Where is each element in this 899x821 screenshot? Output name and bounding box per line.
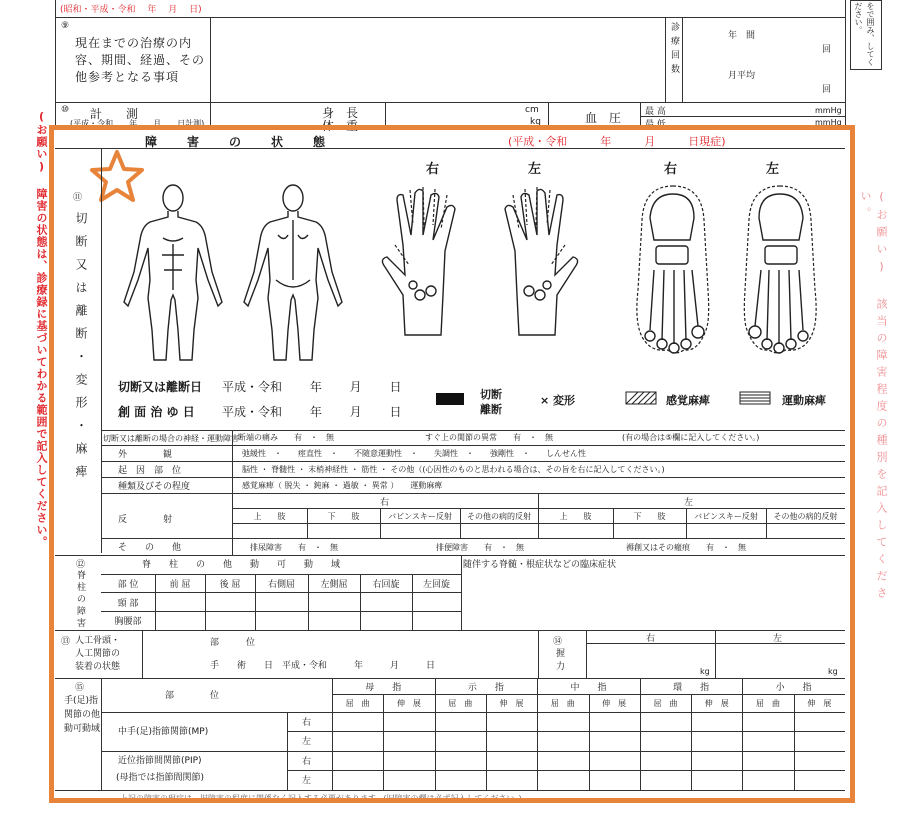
flexion-label: 屈 曲: [756, 699, 781, 708]
reflex-column-header: その他の病的反射: [773, 512, 838, 521]
amputation-date-label: 切断又は離断日: [118, 380, 203, 394]
item-number-10: ⑩: [61, 105, 70, 115]
finger-column-header: 示 指: [467, 683, 504, 693]
artificial-joint-site: 部 位: [210, 638, 256, 648]
reflex-column-header: 上 肢: [559, 512, 592, 521]
measure-date: (平成・令和 年 月 日計測): [70, 119, 205, 128]
spine-column-header: 部 位: [117, 580, 139, 590]
right-hand-diagram: [375, 185, 475, 345]
spine-row-divider: [101, 611, 461, 612]
mp-left-label: 左: [302, 737, 312, 747]
monthly-unit: 回: [822, 85, 832, 95]
item-number-14: ⑭: [553, 637, 563, 647]
spine-row-label: 頸 部: [117, 599, 139, 609]
flex-ext-divider: [691, 694, 692, 790]
footer-note: 上記の障害の現症は、旧障害の程度に関係なく記入する必要があります。(旧障害の欄は必ず記入してください。): [120, 794, 522, 803]
artificial-joint-label-1: 人工骨頭・: [75, 636, 121, 646]
spine-column-divider: [360, 574, 361, 630]
grip-strength-label: 握力: [554, 648, 564, 674]
reflex-column-header: 下 肢: [327, 512, 360, 521]
item-number-12: ⑫: [76, 560, 86, 570]
spine-column-header: 右側屈: [267, 580, 295, 590]
extension-label: 伸 展: [704, 699, 729, 708]
other-label: そ の 他: [118, 543, 182, 553]
urinary-disorder: 排尿障害 有 ・ 無: [250, 543, 338, 552]
reflex-column-header: 上 肢: [253, 512, 286, 521]
pip-left-label: 左: [302, 776, 312, 786]
finger-column-header: 環 指: [673, 683, 710, 693]
extension-label: 伸 展: [602, 699, 627, 708]
pip-joint-sublabel: (母指では指節間関節): [116, 773, 205, 783]
finger-rom-vertical-label: 手(足)指関節の他動可動域: [64, 696, 101, 734]
amputation-date-value: 平成・令和 年 月 日: [222, 380, 402, 394]
grip-right-unit: kg: [700, 667, 710, 676]
record-note: (有の場合は⑤欄に記入してください。): [622, 433, 760, 442]
bowel-disorder: 排便障害 有 ・ 無: [436, 543, 524, 552]
bp-low-label: 最 低: [645, 120, 666, 130]
amputation-nerve-note: 切断又は離断の場合の神経・運動障害: [103, 434, 239, 443]
cause-site-values: 脳性 ・ 脊髄性 ・ 末梢神経性 ・ 筋性 ・ その他（(心因性のものと思われる場合は、その旨を右に記入してください。): [242, 465, 665, 474]
right-request-note: (お願い) 該当の障害程度の種別を記入してください。: [859, 190, 888, 604]
left-foot-diagram: [735, 180, 825, 360]
bp-high-unit: mmHg: [815, 106, 842, 115]
legend-amputation-swatch: [436, 393, 464, 405]
flex-ext-divider: [794, 694, 795, 790]
hand-left-label: 左: [528, 162, 542, 177]
paralysis-type-values: 感覚麻痺（ 脱失 ・ 鈍麻 ・ 過敏 ・ 異常 ） 運動麻痺: [242, 481, 443, 490]
spine-column-header: 左側屈: [320, 580, 348, 590]
yearly-unit: 回: [822, 45, 832, 55]
height-unit: cm: [525, 105, 539, 115]
flex-ext-divider: [589, 694, 590, 790]
pip-joint-label: 近位指節間関節(PIP): [118, 756, 202, 766]
legend-deformity-label: × 変形: [540, 394, 576, 407]
reflex-left-label: 左: [684, 498, 694, 508]
height-label: 身 長: [322, 106, 359, 120]
monthly-label: 月平均: [728, 71, 756, 81]
measure-label: 計 測: [90, 107, 139, 121]
cause-site-label: 起 因 部 位: [118, 466, 182, 476]
wound-healing-date-value: 平成・令和 年 月 日: [222, 405, 402, 419]
legend-motor-swatch: [740, 392, 770, 404]
left-hand-diagram: [485, 185, 585, 345]
legend-sensory-swatch: [626, 392, 656, 404]
weight-unit: kg: [530, 117, 541, 127]
body-back-diagram: [238, 180, 348, 365]
reflex-column-header: バビンスキー反射: [694, 512, 758, 521]
spine-column-divider: [205, 574, 206, 630]
surgery-date: 手 術 日 平成・令和 年 月 日: [210, 661, 436, 671]
hand-right-label: 右: [426, 162, 440, 177]
yearly-label: 年 間: [728, 31, 756, 41]
finger-site-label: 部 位: [165, 691, 220, 701]
spine-column-header: 前 屈: [169, 580, 191, 590]
diagnosis-count-label: 診療回数: [669, 22, 679, 78]
spine-column-divider: [155, 574, 156, 630]
flexion-label: 屈 曲: [550, 699, 575, 708]
spine-symptoms-label: 随伴する脊髄・根症状などの臨床症状: [463, 560, 617, 570]
appearance-label: 外 観: [118, 450, 173, 460]
stump-pain: 断端の痛み 有 ・ 無: [238, 433, 334, 442]
item-number-13: ⑬: [61, 637, 71, 647]
legend-amputation-label: 切断: [480, 388, 502, 401]
header-era-date: (昭和・平成・令和 年 月 日): [60, 5, 202, 15]
grip-right-label: 右: [646, 634, 656, 644]
disability-present-date: (平成・令和 年 月 日現症): [508, 135, 726, 148]
spine-column-header: 右回旋: [372, 580, 400, 590]
flex-ext-divider: [486, 694, 487, 790]
reflex-column-header: その他の病的反射: [467, 512, 531, 521]
appearance-values: 弛緩性 ・ 痙直性 ・ 不随意運動性 ・ 失調性 ・ 強剛性 ・ しんせん性: [242, 449, 586, 458]
artificial-joint-label-3: 装着の状態: [75, 662, 121, 672]
legend-amputation-label-2: 離断: [480, 403, 502, 416]
flex-ext-divider: [383, 694, 384, 790]
extension-label: 伸 展: [499, 699, 524, 708]
spine-column-divider: [412, 574, 413, 630]
right-foot-diagram: [628, 180, 718, 360]
flexion-label: 屈 曲: [448, 699, 473, 708]
foot-right-label: 右: [664, 162, 678, 177]
paralysis-type-label: 種類及びその程度: [118, 482, 191, 492]
wound-healing-date-label: 創 面 治 ゆ 日: [118, 405, 195, 419]
finger-column-header: 中 指: [570, 683, 607, 693]
legend-sensory-label: 感覚麻痺: [666, 394, 710, 407]
artificial-joint-label-2: 人工関節の: [75, 649, 121, 659]
flexion-label: 屈 曲: [345, 699, 370, 708]
spine-row-divider: [101, 592, 461, 593]
flexion-label: 屈 曲: [653, 699, 678, 708]
adjacent-joint-abnormality: すぐ上の関節の異常 有 ・ 無: [425, 433, 553, 442]
history-label: 現在までの治療の内容、期間、経過、その他参考となる事項: [75, 36, 206, 84]
spine-column-divider: [255, 574, 256, 630]
reflex-column-header: バビンスキー反射: [388, 512, 452, 521]
extension-label: 伸 展: [396, 699, 421, 708]
item-number-9: ⑨: [61, 21, 70, 31]
bp-high-label: 最 高: [645, 107, 666, 117]
reflex-right-label: 右: [380, 498, 390, 508]
foot-left-label: 左: [766, 162, 780, 177]
spine-column-divider: [308, 574, 309, 630]
finger-column-header: 母 指: [365, 683, 402, 693]
bp-low-unit: mmHg: [815, 118, 842, 127]
disability-section-title: 障 害 の 状 態: [145, 135, 328, 149]
legend-motor-label: 運動麻痺: [782, 394, 826, 407]
extension-label: 伸 展: [807, 699, 832, 708]
item-number-15: ⑮: [75, 683, 85, 693]
reflex-label: 反 射: [118, 515, 173, 525]
left-request-note: (お願い) 障害の状態は、診療録に基づいてわかる範囲で記入してください。: [35, 110, 48, 548]
finger-column-header: 小 指: [775, 683, 812, 693]
reflex-column-header: 下 肢: [633, 512, 666, 521]
spine-column-header: 左回旋: [422, 580, 450, 590]
weight-label: 体 重: [322, 119, 359, 133]
spine-row-label: 胸腰部: [114, 617, 142, 627]
mp-right-label: 右: [302, 718, 312, 728]
blood-pressure-label: 血 圧: [585, 111, 622, 125]
pip-right-label: 右: [302, 757, 312, 767]
amputation-vertical-label: 切断又は離断・変形・麻痺: [74, 212, 88, 488]
grip-left-unit: kg: [828, 667, 838, 676]
grip-left-label: 左: [773, 634, 783, 644]
item-number-11: ⑪: [73, 193, 83, 203]
bedsore: 褥創又はその瘢痕 有 ・ 無: [626, 543, 746, 552]
corner-note: をで囲み、してください。: [854, 2, 875, 66]
spine-vertical-label: 脊柱の障害: [75, 570, 85, 630]
spine-column-header: 後 屈: [219, 580, 241, 590]
spine-rom-title: 脊 柱 の 他 動 可 動 域: [142, 560, 341, 570]
body-front-diagram: [118, 180, 228, 365]
mp-joint-label: 中手(足)指節関節(MP): [118, 727, 209, 737]
